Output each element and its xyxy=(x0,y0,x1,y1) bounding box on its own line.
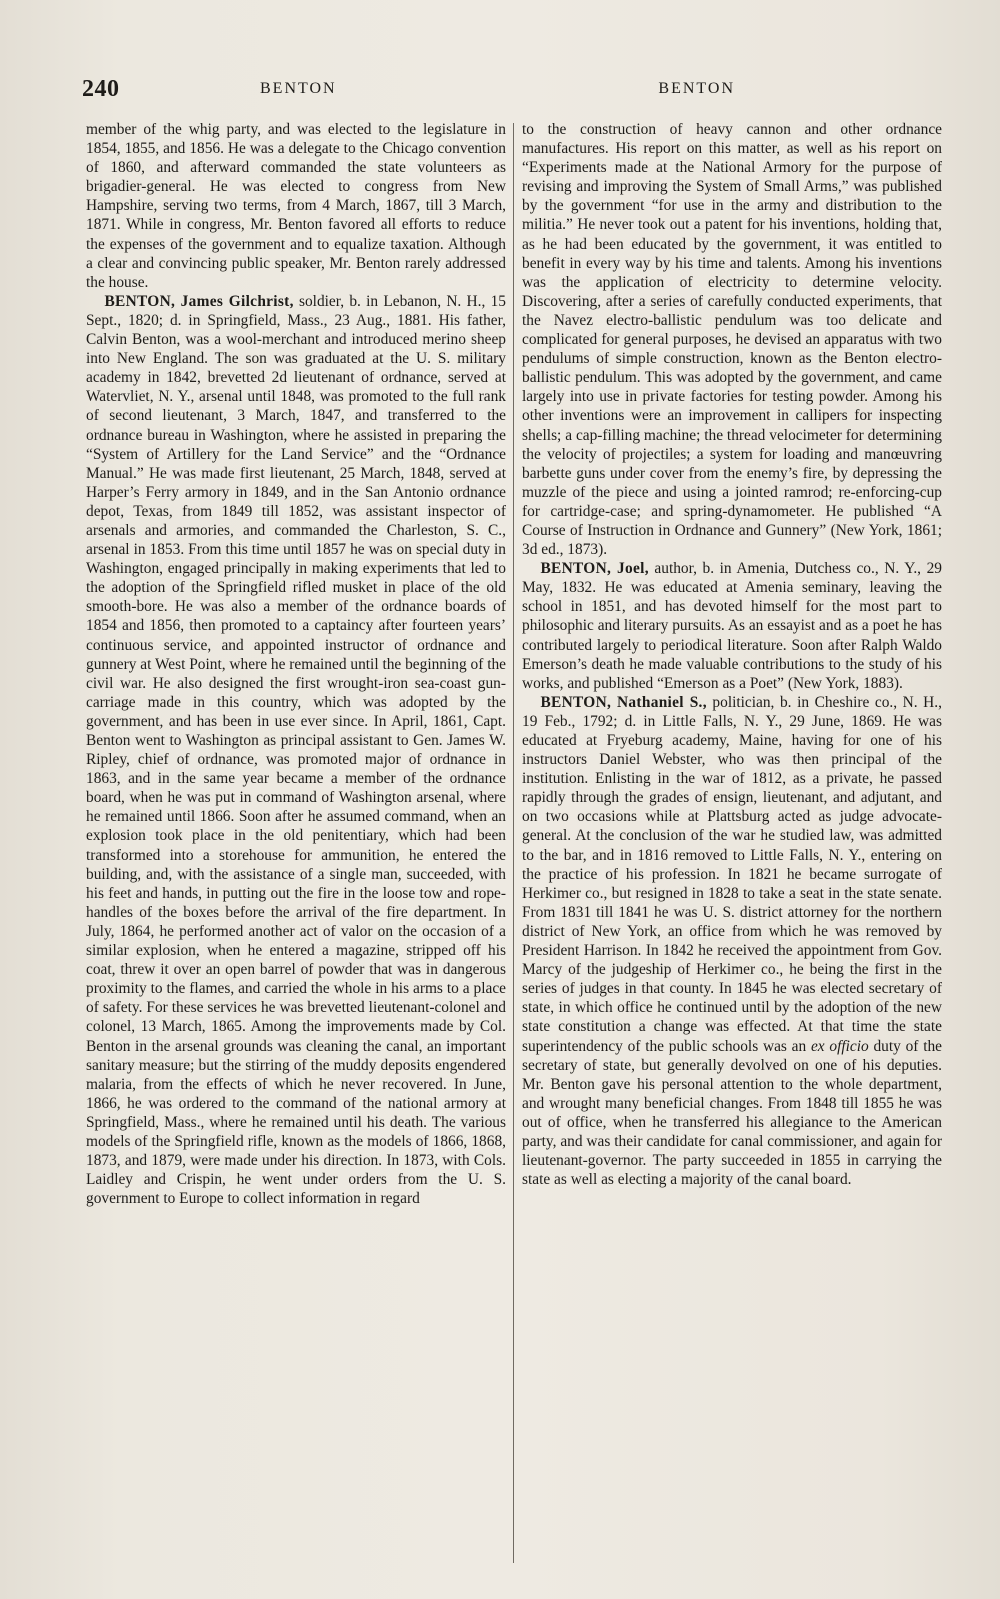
entry-joel-benton xyxy=(522,559,942,693)
entry-heading: BENTON, Joel, xyxy=(540,560,649,578)
right-column xyxy=(522,120,942,1580)
running-head-left: BENTON xyxy=(260,80,337,97)
page-header xyxy=(82,70,940,110)
entry-nathaniel-s-benton xyxy=(522,693,942,1189)
entry-italic-term: ex officio xyxy=(810,1037,869,1055)
column-divider xyxy=(513,123,514,1563)
paragraph-continued: to the construction of heavy cannon and other ordnance manufactures. His report on this matter, as well as his report on “Experiments made at the National Armory for the purpose of revising and improving the System of Small Arms,” was published by the government “for use in the army and distribution to the militia.” He never took out a patent for his inventions, holding that, as he had been educated by the government, it was entitled to benefit in every way by his time and talents. Among his inventions was the application of electricity to determine velocity. Discovering, after a series of carefully conducted experiments, that the Navez electro-ballistic pendulum was too delicate and complicated for general purposes, he devised an apparatus with two pendulums of simple construction, known as the Benton electro-ballistic pendulum. This was adopted by the government, and came largely into use in private factories for testing powder. Among his other inventions were an improvement in callipers for inspecting shells; a cap-filling machine; the thread velocimeter for determining the velocity of projectiles; a system for loading and manœuvring barbette guns under cover from the enemy’s fire, by depressing the muzzle of the piece and using a jointed ramrod; re-enforcing-cup for cartridge-case; and spring-dynamometer. He published “A Course of Instruction in Ordnance and Gunnery” (New York, 1861; 3d ed., 1873). xyxy=(522,121,942,559)
entry-body: politician, b. in Cheshire co., N. H., 19 Feb., 1792; d. in Little Falls, N. Y., 29 June, 1869. He was educated at Fryeburg academy, Maine, having for one of his instructors Daniel Webster, who was then principal of the institution. Enlisting in the war of 1812, as a private, he passed rapidly through the grades of ensign, lieutenant, and adjutant, and on two occasions while at Plattsburg acted as judge advocate-general. At the conclusion of the war he studied law, was admitted to the bar, and in 1816 removed to Little Falls, N. Y., entering on the practice of his profession. In 1821 he became surrogate of Herkimer co., but resigned in 1828 to take a seat in the state senate. From 1831 till 1841 he was U. S. district attorney for the northern district of New York, an office from which he was removed by President Harrison. In 1842 he received the appointment from Gov. Marcy of the judgeship of Herkimer co., he being the first in the series of judges in that county. In 1845 he was elected secretary of state, in which office he continued until by the adoption of the new state constitution a change was effected. At that time the state superintendency of the public schools was an xyxy=(522,693,942,1055)
entry-heading: BENTON, James Gilchrist, xyxy=(104,292,294,310)
entry-body: author, b. in Amenia, Dutchess co., N. Y., 29 May, 1832. He was educated at Amenia seminary, leaving the school in 1851, and has devoted himself for the most part to philosophic and literary pursuits. As an essayist and as a poet he has contributed largely to periodical literature. Soon after Ralph Waldo Emerson’s death he made valuable contributions to the study of his works, and published “Emerson as a Poet” (New York, 1883). xyxy=(522,560,942,692)
entry-body-continued: duty of the secretary of state, but generally devolved on one of his deputies. Mr. Benton gave his personal attention to the whole department, and wrought many beneficial changes. From 1848 till 1855 he was out of office, when he transferred his allegiance to the American party, and was their candidate for canal commissioner, and again for lieutenant-governor. The party succeeded in 1855 in carrying the state as well as electing a majority of the canal board. xyxy=(522,1037,942,1189)
running-head-right: BENTON xyxy=(658,80,735,97)
entry-heading: BENTON, Nathaniel S., xyxy=(540,693,707,711)
paragraph-continued: member of the whig party, and was elected to the legislature in 1854, 1855, and 1856. He was a delegate to the Chicago convention of 1860, and afterward commanded the state volunteers as brigadier-general. He was elected to congress from New Hampshire, serving two terms, from 4 March, 1867, till 3 March, 1871. While in congress, Mr. Benton favored all efforts to reduce the expenses of the government and to equalize taxation. Although a clear and convincing public speaker, Mr. Benton rarely addressed the house. xyxy=(86,121,506,291)
page-number: 240 xyxy=(82,76,120,102)
left-column xyxy=(86,120,506,1580)
entry-james-gilchrist-benton xyxy=(86,292,506,1209)
entry-body: soldier, b. in Lebanon, N. H., 15 Sept., 1820; d. in Springfield, Mass., 23 Aug., 1881. His father, Calvin Benton, was a wool-merchant and introduced merino sheep into New England. The son was graduated at the U. S. military academy in 1842, brevetted 2d lieutenant of ordnance, served at Watervliet, N. Y., arsenal until 1848, was promoted to the full rank of second lieutenant, 3 March, 1847, and transferred to the ordnance bureau in Washington, where he assisted in preparing the “System of Artillery for the Land Service” and the “Ordnance Manual.” He was made first lieutenant, 25 March, 1848, served at Harper’s Ferry armory in 1849, and in the San Antonio ordnance depot, Texas, from 1849 till 1852, was assistant inspector of arsenals and armories, and commanded the Charleston, S. C., arsenal in 1853. From this time until 1857 he was on special duty in Washington, engaged principally in making experiments that led to the adoption of the Springfield rifled musket in place of the old smooth-bore. He was also a member of the ordnance boards of 1854 and 1856, then promoted to a captaincy after fourteen years’ continuous service, and appointed instructor of ordnance and gunnery at West Point, where he remained until the beginning of the civil war. He also designed the first wrought-iron sea-coast gun-carriage made in this country, which was adopted by the government, and has been in use ever since. In April, 1861, Capt. Benton went to Washington as principal assistant to Gen. James W. Ripley, chief of ordnance, was promoted major of ordnance in 1863, and in the same year became a member of the ordnance board, when he was put in command of Washington arsenal, where he remained until 1866. Soon after he assumed command, when an explosion took place in the old penitentiary, which had been transformed into a storehouse for ammunition, he entered the building, and, with the assistance of a single man, succeeded, with his feet and hands, in putting out the fire in the loose tow and rope-handles of the boxes before the arrival of the fire department. In July, 1864, he performed another act of valor on the occasion of a similar explosion, when he entered a magazine, stripped off his coat, threw it over an open barrel of powder that was in dangerous proximity to the flames, and carried the whole in his arms to a place of safety. For these services he was brevetted lieutenant-colonel and colonel, 13 March, 1865. Among the improvements made by Col. Benton in the arsenal grounds was cleaning the canal, an important sanitary measure; but the stirring of the muddy deposits engendered malaria, from the effects of which he never recovered. In June, 1866, he was ordered to the command of the national armory at Springfield, Mass., where he remained until his death. The various models of the Springfield rifle, known as the models of 1866, 1868, 1873, and 1879, were made under his direction. In 1873, with Cols. Laidley and Crispin, he went under orders from the U. S. government to Europe to collect information in regard xyxy=(86,292,506,1208)
